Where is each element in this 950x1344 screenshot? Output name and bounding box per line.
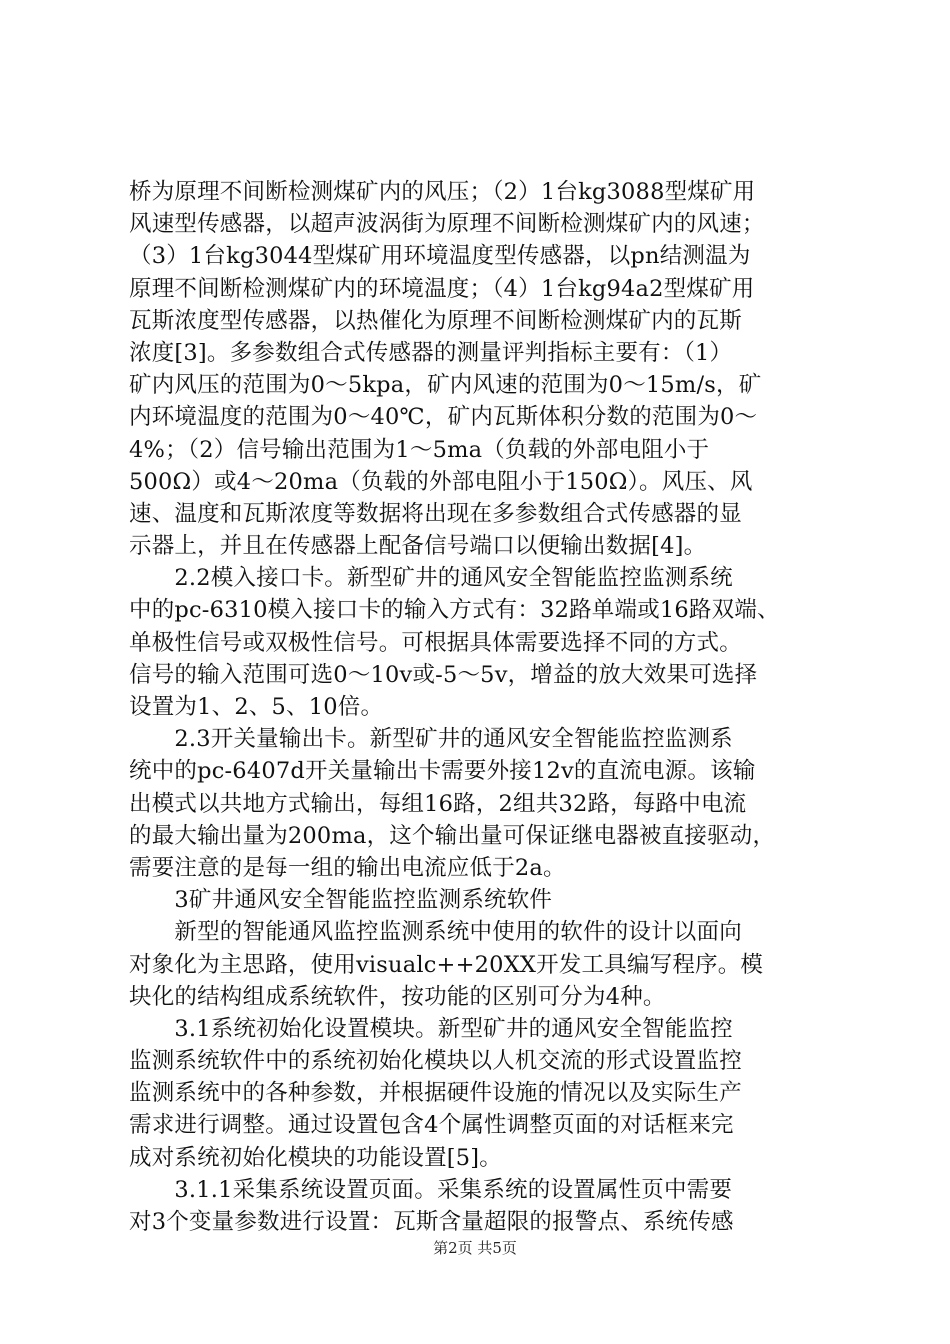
text-line: 统中的pc-6407d开关量输出卡需要外接12v的直流电源。该输 — [129, 758, 756, 785]
text-line: 块化的结构组成系统软件，按功能的区别可分为4种。 — [129, 983, 666, 1010]
document-body — [129, 176, 829, 1238]
text-line: 4%；（2）信号输出范围为1～5ma（负载的外部电阻小于 — [129, 436, 710, 463]
text-line: 监测系统软件中的系统初始化模块以人机交流的形式设置监控 — [129, 1048, 742, 1075]
text-line: 单极性信号或双极性信号。可根据具体需要选择不同的方式。 — [129, 629, 742, 656]
text-line: 需求进行调整。通过设置包含4个属性调整页面的对话框来完 — [129, 1112, 734, 1139]
text-line: 矿内风压的范围为0～5kpa，矿内风速的范围为0～15m/s，矿 — [129, 372, 762, 399]
text-line: 出模式以共地方式输出，每组16路，2组共32路，每路中电流 — [129, 790, 747, 817]
text-line: 监测系统中的各种参数，并根据硬件设施的情况以及实际生产 — [129, 1080, 742, 1107]
section-title-line: 3矿井通风安全智能监控监测系统软件 — [129, 887, 553, 914]
section-heading-line: 3.1系统初始化设置模块。新型矿井的通风安全智能监控 — [129, 1015, 733, 1042]
text-line: 内环境温度的范围为0～40℃，矿内瓦斯体积分数的范围为0～ — [129, 404, 758, 431]
text-line: 瓦斯浓度型传感器，以热催化为原理不间断检测煤矿内的瓦斯 — [129, 307, 742, 334]
text-line: 原理不间断检测煤矿内的环境温度；（4）1台kg94a2型煤矿用 — [129, 275, 755, 302]
text-line: 成对系统初始化模块的功能设置[5]。 — [129, 1144, 502, 1171]
section-heading-line: 2.3开关量输出卡。新型矿井的通风安全智能监控监测系 — [129, 726, 733, 753]
text-line: 浓度[3]。多参数组合式传感器的测量评判指标主要有：（1） — [129, 339, 733, 366]
text-line: 对象化为主思路，使用visualc++20XX开发工具编写程序。模 — [129, 951, 764, 978]
text-line: 桥为原理不间断检测煤矿内的风压；（2）1台kg3088型煤矿用 — [129, 179, 756, 205]
text-line: 需要注意的是每一组的输出电流应低于2a。 — [129, 854, 566, 881]
text-line: 信号的输入范围可选0～10v或-5～5v，增益的放大效果可选择 — [129, 661, 758, 688]
page-number-footer: 第2页 共5页 — [433, 1239, 517, 1257]
text-line: 500Ω）或4～20ma（负载的外部电阻小于150Ω）。风压、风 — [129, 468, 753, 495]
text-line: 风速型传感器，以超声波涡街为原理不间断检测煤矿内的风速； — [129, 211, 765, 238]
text-line: 中的pc-6310模入接口卡的输入方式有：32路单端或16路双端、 — [129, 597, 780, 624]
text-line: 的最大输出量为200ma，这个输出量可保证继电器被直接驱动， — [129, 822, 776, 849]
text-line: 示器上，并且在传感器上配备信号端口以便输出数据[4]。 — [129, 533, 707, 560]
text-line: 速、温度和瓦斯浓度等数据将出现在多参数组合式传感器的显 — [129, 500, 742, 527]
text-line: 新型的智能通风监控监测系统中使用的软件的设计以面向 — [129, 919, 742, 946]
text-line: （3）1台kg3044型煤矿用环境温度型传感器，以pn结测温为 — [129, 243, 751, 270]
subsection-heading-line: 3.1.1采集系统设置页面。采集系统的设置属性页中需要 — [129, 1176, 733, 1203]
text-line: 对3个变量参数进行设置：瓦斯含量超限的报警点、系统传感 — [129, 1209, 734, 1235]
section-heading-line: 2.2模入接口卡。新型矿井的通风安全智能监控监测系统 — [129, 565, 733, 592]
text-line: 设置为1、2、5、10倍。 — [129, 694, 384, 720]
